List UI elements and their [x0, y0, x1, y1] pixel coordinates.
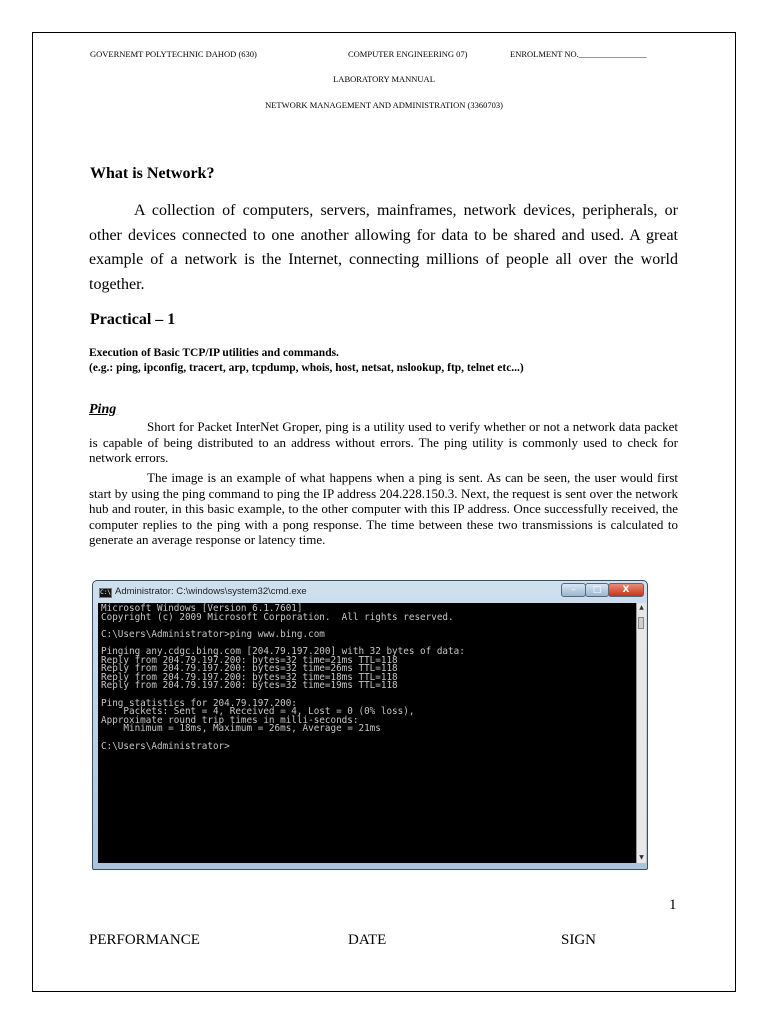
vertical-scrollbar[interactable] — [636, 603, 646, 863]
cmd-app-icon: C:\ — [100, 589, 111, 596]
ping-paragraph-1-text: Short for Packet InterNet Groper, ping is a utility used to verify whether or not a network data packet is capable of being distributed to an address without errors. The ping utility is commonly used to check for network errors. — [89, 419, 678, 465]
ping-paragraph-1 — [89, 419, 678, 466]
practical-heading: Practical – 1 — [90, 311, 176, 328]
network-paragraph — [89, 199, 678, 297]
cmd-title-bar[interactable] — [93, 581, 647, 603]
cmd-window — [92, 580, 648, 870]
footer-sign: SIGN — [561, 932, 597, 948]
network-heading: What is Network? — [90, 165, 215, 182]
page-number: 1 — [669, 897, 677, 913]
footer-date: DATE — [348, 932, 387, 948]
console-area[interactable] — [98, 603, 636, 863]
scroll-up-icon[interactable]: ▲ — [639, 604, 644, 611]
practical-examples: (e.g.: ping, ipconfig, tracert, arp, tcpdump, whois, host, netsat, nslookup, ftp, telnet etc...) — [89, 362, 524, 374]
footer-performance: PERFORMANCE — [89, 932, 200, 948]
console-output: Microsoft Windows [Version 6.1.7601] Copyright (c) 2009 Microsoft Corporation. All rights reserved. C:\Users\Administrator>ping www.bing.com Pinging any.cdgc.bing.com [204.79.197.200] with 32 bytes of data: Reply from 204.79.197.200: bytes=32 time=21ms TTL=118 Reply from 204.79.197.200: bytes=32 time=26ms TTL=118 Reply from 204.79.197.200: bytes=32 time=18ms TTL=118 Reply from 204.79.197.200: bytes=32 time=19ms TTL=118 Ping statistics for 204.79.197.200: Packets: Sent = 4, Received = 4, Lost = 0 (0% loss), Approximate round trip times in milli-seconds: Minimum = 18ms, Maximum = 26ms, Average = 21ms C:\Users\Administrator> — [101, 603, 465, 752]
network-paragraph-text: A collection of computers, servers, mainframes, network devices, peripherals, or other devices connected to one another allowing for data to be shared and used. A great example of a network is the Internet, connecting millions of people all over the world together. — [89, 202, 678, 293]
header-institute: GOVERNEMT POLYTECHNIC DAHOD (630) — [90, 49, 257, 59]
header-manual: LABORATORY MANNUAL — [333, 74, 435, 84]
scroll-thumb[interactable] — [638, 617, 644, 629]
ping-heading: Ping — [89, 402, 117, 417]
practical-aim: Execution of Basic TCP/IP utilities and commands. — [89, 347, 339, 359]
ping-paragraph-2 — [89, 470, 678, 548]
ping-paragraph-2-text: The image is an example of what happens when a ping is sent. As can be seen, the user would first start by using the ping command to ping the IP address 204.228.150.3. Next, the request is sent over the network hub and router, in this basic example, to the other computer with this IP address. Once successfully received, the computer replies to the ping with a pong response. The time between these two transmissions is calculated to generate an average response or latency time. — [89, 470, 678, 547]
header-department: COMPUTER ENGINEERING 07) — [348, 49, 468, 59]
header-subject: NETWORK MANAGEMENT AND ADMINISTRATION (3360703) — [265, 100, 503, 110]
scroll-down-icon[interactable]: ▼ — [639, 854, 644, 861]
maximize-button[interactable]: □ — [585, 583, 609, 597]
cmd-window-title: Administrator: C:\windows\system32\cmd.exe — [115, 586, 307, 597]
header-enrolment: ENROLMENT NO.________________ — [510, 49, 647, 59]
minimize-button[interactable]: – — [561, 583, 586, 597]
close-button[interactable]: X — [608, 583, 644, 597]
